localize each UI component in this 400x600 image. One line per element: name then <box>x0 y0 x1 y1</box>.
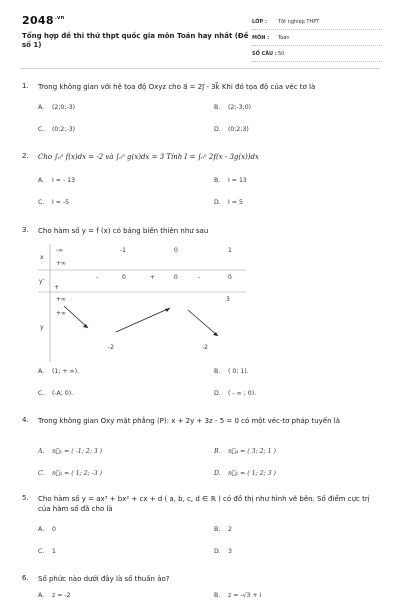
option-label: B. <box>214 104 221 111</box>
option-c[interactable] <box>38 390 73 397</box>
y-value: 3 <box>226 296 230 303</box>
option-text: (0;2;3) <box>228 126 249 133</box>
sign: 0 <box>122 274 126 281</box>
yprime-row-label: y' <box>39 278 45 285</box>
meta-row-subject <box>252 30 382 46</box>
question-number: 5. <box>22 494 29 502</box>
option-text: 3 <box>228 548 232 555</box>
meta-value: Toán <box>278 34 290 41</box>
option-a[interactable] <box>38 526 56 533</box>
variation-table-graphic <box>38 244 246 362</box>
site-logo[interactable] <box>22 14 64 27</box>
option-c[interactable] <box>38 126 75 133</box>
option-text: n⃗₁ = ( -1; 2; 3 ) <box>52 448 103 455</box>
sign: 0 <box>174 274 178 281</box>
option-text: (-A; 0). <box>52 390 74 397</box>
y-value: -2 <box>202 344 208 351</box>
sign: - <box>198 274 201 281</box>
option-label: B. <box>214 448 221 455</box>
option-a[interactable] <box>38 368 79 375</box>
x-value: -1 <box>120 247 126 254</box>
option-text: (2;-3;0) <box>228 104 252 111</box>
question-2 <box>22 152 380 212</box>
question-text: Trong không gian với hệ tọa độ Oxyz cho a⃗ = 2j⃗ - 3k⃗ Khi đó tọa độ của véc tơ là <box>38 83 316 91</box>
question-4 <box>22 416 380 486</box>
question-number: 1. <box>22 82 29 90</box>
option-label: D. <box>214 390 221 397</box>
option-a[interactable] <box>38 177 75 184</box>
option-label: D. <box>214 199 221 206</box>
option-text: z = -2 <box>52 592 71 599</box>
option-label: B. <box>214 177 221 184</box>
question-text: Cho hàm số y = ax³ + bx² + cx + d ( a, b, c, d ∈ ℝ ) có đồ thị như hình vẽ bên. Số điểm cực trị của hàm số đã cho là <box>38 495 370 513</box>
y-value: +∞ <box>56 310 67 317</box>
option-a[interactable] <box>38 104 75 111</box>
arrow-head <box>165 308 170 312</box>
option-text: I = 5 <box>228 199 243 206</box>
option-text: n⃗₄ = ( 3; 2; 1 ) <box>228 448 276 455</box>
question-1 <box>22 82 380 142</box>
option-text: 2 <box>228 526 232 533</box>
option-label: A. <box>38 592 45 599</box>
option-text: ( 0; 1). <box>228 368 249 375</box>
option-label: D. <box>214 126 221 133</box>
x-value: -∞ <box>56 247 64 254</box>
option-label: B. <box>214 368 221 375</box>
sign: + <box>150 274 156 281</box>
increase-arrow <box>116 308 170 332</box>
x-value: +∞ <box>56 260 67 267</box>
sign: 0 <box>228 274 232 281</box>
variation-table <box>38 244 246 362</box>
option-b[interactable] <box>214 592 261 599</box>
y-value: +∞ <box>56 296 67 303</box>
option-text: n⃗₃ = ( 1; 2; -3 ) <box>52 470 103 477</box>
logo-text: 2048 <box>22 14 54 27</box>
meta-key: LỚP : <box>252 18 267 25</box>
option-b[interactable] <box>214 104 251 111</box>
option-b[interactable] <box>214 526 232 533</box>
option-c[interactable] <box>38 548 56 555</box>
option-text: I = -5 <box>52 199 70 206</box>
option-text: ( - ∞ ; 0). <box>228 390 257 397</box>
option-label: B. <box>214 526 221 533</box>
question-5 <box>22 494 380 564</box>
option-text: z = -√3 + i <box>228 592 262 599</box>
logo-suffix: .vn <box>54 15 65 22</box>
option-d[interactable] <box>214 126 249 133</box>
option-d[interactable] <box>214 199 243 206</box>
option-label: A. <box>38 526 45 533</box>
option-label: A. <box>38 177 45 184</box>
option-c[interactable] <box>38 199 69 206</box>
meta-key: MÔN : <box>252 34 270 41</box>
document-title: Tổng hợp đề thi thử thpt quốc gia môn Toán hay nhất (Đề số 1) <box>22 32 249 49</box>
option-text: I = 13 <box>228 177 247 184</box>
option-text: n⃗₂ = ( 1; 2; 3 ) <box>228 470 276 477</box>
option-a[interactable] <box>38 448 102 455</box>
option-c[interactable] <box>38 470 102 477</box>
question-number: 6. <box>22 574 29 582</box>
question-number: 4. <box>22 416 29 424</box>
question-text: Cho hàm số y = f (x) có bảng biến thiên như sau <box>38 227 209 235</box>
option-label: C. <box>38 199 45 206</box>
decrease-arrow <box>188 310 218 336</box>
option-label: C. <box>38 548 45 555</box>
option-label: C. <box>38 470 45 477</box>
option-text: (2;0;-3) <box>52 104 76 111</box>
option-label: D. <box>214 470 221 477</box>
sign: + <box>54 284 60 291</box>
x-row-label: x <box>40 254 44 261</box>
decrease-arrow <box>64 306 88 328</box>
y-value: -2 <box>108 344 114 351</box>
option-label: A. <box>38 368 45 375</box>
question-6 <box>22 574 380 600</box>
meta-value: 50 <box>278 50 285 57</box>
x-value: 0 <box>174 247 178 254</box>
sign: - <box>96 274 99 281</box>
option-text: 0 <box>52 526 56 533</box>
question-text: Cho ∫₀ᵃ f(x)dx = -2 và ∫₀ᵃ g(x)dx = 3 Tính I = ∫₀ᵃ 2f(x - 3g(x))dx <box>38 153 259 161</box>
question-number: 2. <box>22 152 29 160</box>
option-text: (0;2;-3) <box>52 126 76 133</box>
question-text: Số phức nào dưới đây là số thuần ảo? <box>38 575 170 583</box>
exam-meta <box>252 14 382 62</box>
meta-value: Tốt nghiệp THPT <box>278 18 320 25</box>
meta-row-class <box>252 14 382 30</box>
option-b[interactable] <box>214 368 249 375</box>
y-row-label: y <box>40 324 44 331</box>
option-text: I = - 13 <box>52 177 76 184</box>
option-b[interactable] <box>214 448 276 455</box>
x-value: 1 <box>228 247 232 254</box>
option-text: 1 <box>52 548 56 555</box>
option-d[interactable] <box>214 470 276 477</box>
option-label: C. <box>38 390 45 397</box>
header-divider <box>20 68 380 69</box>
option-d[interactable] <box>214 390 256 397</box>
option-label: A. <box>38 448 45 455</box>
option-label: C. <box>38 126 45 133</box>
meta-row-count <box>252 46 382 62</box>
meta-key: SỐ CÂU : <box>252 50 277 57</box>
option-label: A. <box>38 104 45 111</box>
option-d[interactable] <box>214 548 232 555</box>
option-a[interactable] <box>38 592 71 599</box>
option-label: B. <box>214 592 221 599</box>
option-label: D. <box>214 548 221 555</box>
option-text: (1; + ∞). <box>52 368 80 375</box>
question-number: 3. <box>22 226 29 234</box>
option-b[interactable] <box>214 177 247 184</box>
question-text: Trong không gian Oxy mặt phẳng (P): x + 2y + 3z - 5 = 0 có một véc-tơ pháp tuyến là <box>38 417 341 425</box>
